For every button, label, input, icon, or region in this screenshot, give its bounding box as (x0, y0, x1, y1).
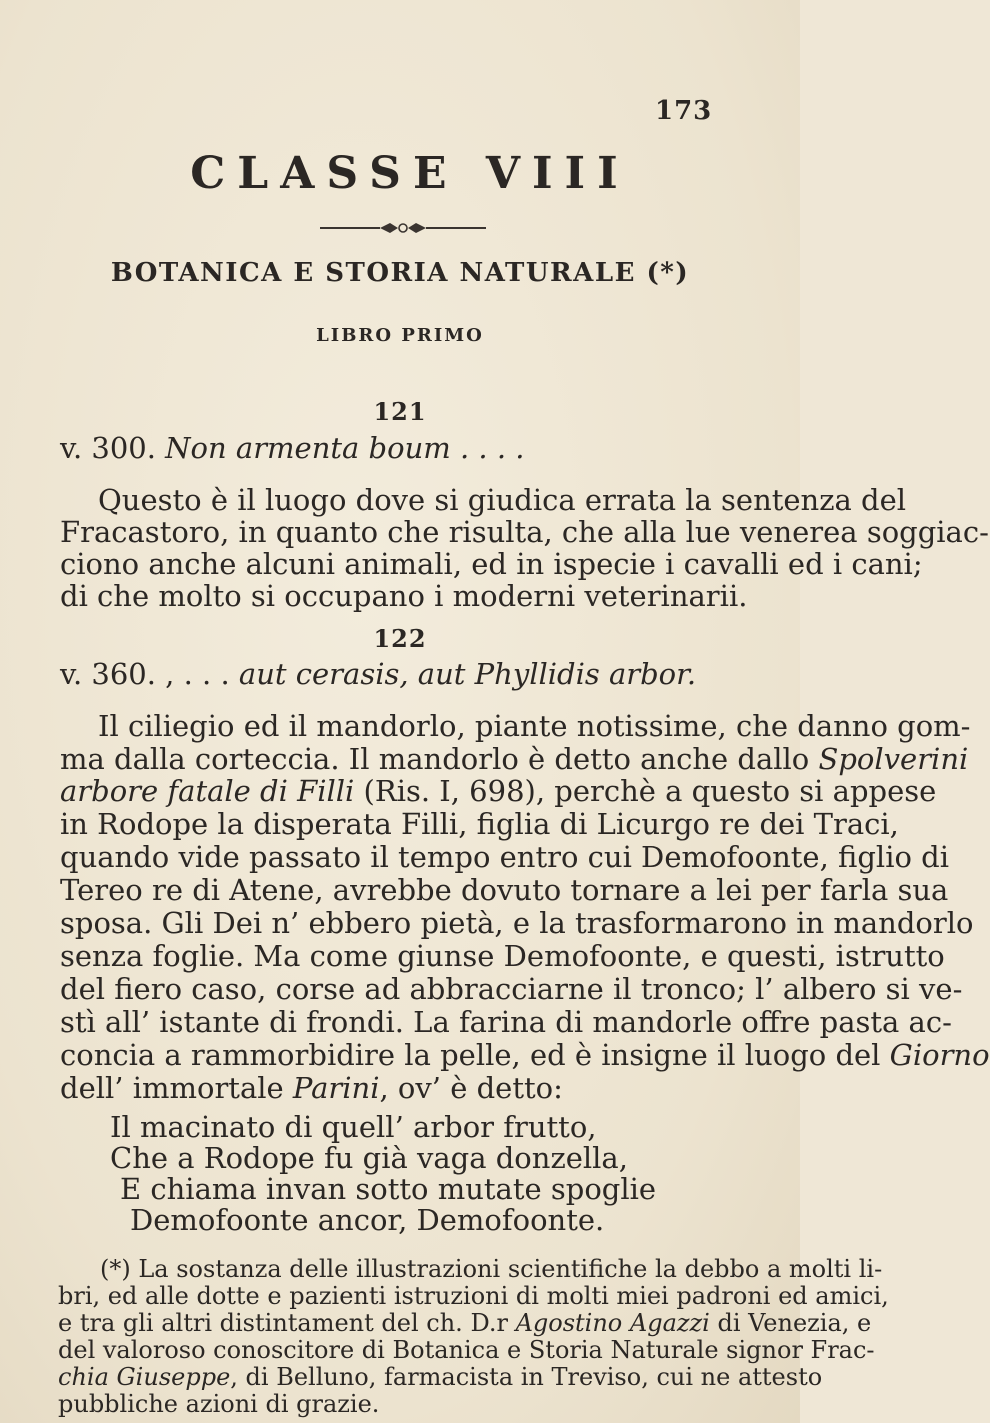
note-122-line-7: sposa. Gli Dei n’ ebbero pietà, e la trasformarono in mandorlo (60, 906, 974, 940)
note-122-line-5: quando vide passato il tempo entro cui Demofoonte, figlio di (60, 840, 949, 874)
verse-line-2: Che a Rodope fu già vaga donzella, (110, 1141, 628, 1175)
note-number-121: 121 (373, 397, 427, 426)
ornament-divider (318, 218, 488, 238)
page-number: 173 (655, 96, 713, 126)
text-segment: , di Belluno, farmacista in Treviso, cui ne attesto (230, 1363, 823, 1391)
footnote-line-1: (*) La sostanza delle illustrazioni scientifiche la debbo a molti li- (100, 1255, 883, 1283)
note-122-line-6: Tereo re di Atene, avrebbe dovuto tornare a lei per farla sua (60, 873, 949, 907)
footnote-line-2: bri, ed alle dotte e pazienti istruzioni di molti miei padroni ed amici, (58, 1282, 889, 1310)
reference-quote: aut cerasis, aut Phyllidis arbor. (238, 657, 697, 691)
verse-line-3: E chiama invan sotto mutate spoglie (120, 1172, 657, 1206)
italic-segment: Agostino Agazzi (515, 1309, 710, 1337)
text-segment: dell’ immortale (60, 1071, 293, 1105)
note-121-line-3: ciono anche alcuni animali, ed in ispecie i cavalli ed i cani; (60, 547, 923, 581)
note-122-line-3 (60, 775, 936, 808)
text-segment: concia a rammorbidire la pelle, ed è insigne il luogo del (60, 1038, 890, 1072)
note-122-line-10: stì all’ istante di frondi. La farina di mandorle offre pasta ac- (60, 1005, 952, 1039)
text-segment: , ov’ è detto: (379, 1071, 563, 1105)
text-segment: e tra gli altri distintament del ch. D.r (58, 1309, 516, 1337)
note-122-line-12 (60, 1072, 563, 1105)
note-122-line-2 (60, 743, 968, 776)
class-title: CLASSE VIII (190, 148, 630, 199)
italic-segment: arbore fatale di Filli (60, 774, 355, 808)
italic-segment: Spolverini (818, 742, 969, 776)
footnote-line-4: del valoroso conoscitore di Botanica e Storia Naturale signor Frac- (58, 1336, 875, 1364)
reference-quote: Non armenta boum . . . . (165, 431, 525, 465)
note-122-line-8: senza foglie. Ma come giunse Demofoonte, e questi, istrutto (60, 939, 945, 973)
note-122-line-1: Il ciliegio ed il mandorlo, piante notissime, che danno gom- (98, 709, 971, 743)
note-121-line-2: Fracastoro, in quanto che risulta, che alla lue venerea soggiac- (60, 515, 989, 549)
italic-segment: Parini (292, 1071, 380, 1105)
note-121-reference (60, 432, 525, 465)
note-121-line-1: Questo è il luogo dove si giudica errata la sentenza del (98, 483, 907, 517)
italic-segment: chia Giuseppe (58, 1363, 231, 1391)
text-segment: (Ris. I, 698), perchè a questo si appese (354, 774, 937, 808)
footnote-line-6: pubbliche azioni di grazie. (58, 1390, 380, 1418)
text-segment: ma dalla corteccia. Il mandorlo è detto anche dallo (60, 742, 819, 776)
note-122-line-4: in Rodope la disperata Filli, figlia di Licurgo re dei Traci, (60, 807, 899, 841)
book-title: LIBRO PRIMO (316, 325, 484, 346)
reference-prefix: v. 360. , . . . (60, 657, 230, 691)
note-122-line-11 (60, 1039, 990, 1072)
note-122-line-9: del fiero caso, corse ad abbracciarne il tronco; l’ albero si ve- (60, 972, 963, 1006)
reference-prefix: v. 300. (60, 431, 156, 465)
note-122-reference (60, 658, 696, 691)
section-title: BOTANICA E STORIA NATURALE (*) (110, 258, 690, 288)
italic-segment: Giorno (889, 1038, 990, 1072)
text-segment: di Venezia, e (709, 1309, 872, 1337)
note-121-line-4: di che molto si occupano i moderni veterinarii. (60, 579, 748, 613)
note-number-122: 122 (373, 624, 427, 653)
verse-line-4: Demofoonte ancor, Demofoonte. (130, 1203, 605, 1237)
footnote-line-3 (58, 1310, 871, 1337)
verse-line-1: Il macinato di quell’ arbor frutto, (110, 1110, 597, 1144)
footnote-line-5 (58, 1364, 822, 1391)
